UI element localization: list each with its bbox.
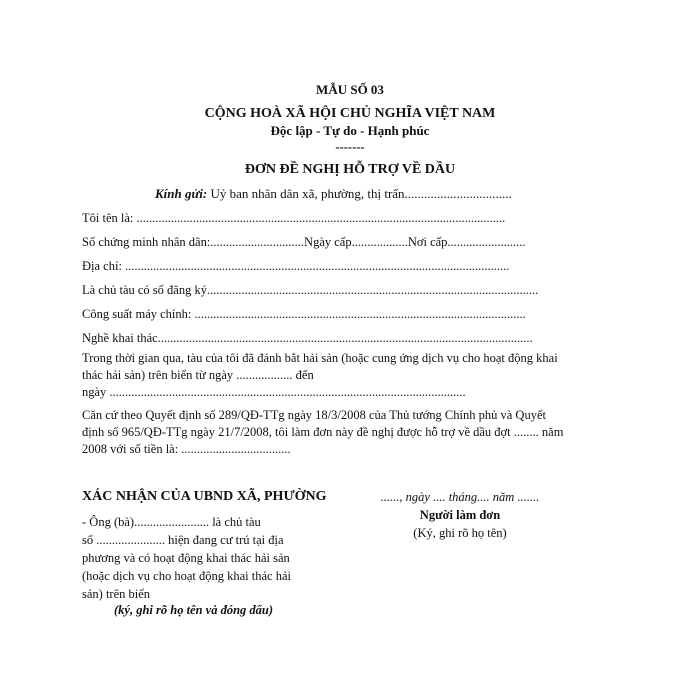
form-number: MẪU SỐ 03 xyxy=(316,82,384,97)
national-motto: Độc lập - Tự do - Hạnh phúc xyxy=(270,123,430,138)
paragraph-legal-basis xyxy=(82,407,622,458)
addressee-label: Kính gửi: xyxy=(155,186,208,201)
confirmation-line: sản) trên biển xyxy=(82,587,151,601)
document-title: ĐƠN ĐỀ NGHỊ HỖ TRỢ VỀ DẦU xyxy=(244,162,456,177)
confirmation-sign-note: (ký, ghi rõ họ tên và đóng dấu) xyxy=(114,603,274,617)
confirmation-line: - Ông (bà)........................ là chủ tàu xyxy=(82,515,261,529)
field-address: Địa chỉ: ........................................................................................................................... xyxy=(82,259,510,273)
paragraph-line: 2008 với số tiền là: ................................... xyxy=(82,442,291,456)
confirmation-line: số ...................... hiện đang cư trú tại địa xyxy=(82,533,284,547)
paragraph-line: Trong thời gian qua, tàu của tôi đã đánh bắt hải sản (hoặc cung ứng dịch vụ cho hoạt động khai xyxy=(82,351,558,365)
confirmation-line: phương và có hoạt động khai thác hải sản xyxy=(82,551,290,565)
confirmation-line: (hoặc dịch vụ cho hoạt động khai thác hải xyxy=(82,569,291,583)
field-id-card: Số chứng minh nhân dân:..............................Ngày cấp..................Nơi cấp......................... xyxy=(82,235,526,249)
header-divider: ------- xyxy=(335,140,365,154)
confirmation-title: XÁC NHẬN CỦA UBND XÃ, PHƯỜNG xyxy=(82,489,327,504)
paragraph-line: định số 965/QĐ-TTg ngày 21/7/2008, tôi làm đơn này đề nghị được hỗ trợ về dầu đợt ........ năm xyxy=(82,425,564,439)
paragraph-line: Căn cứ theo Quyết định số 289/QĐ-TTg ngày 18/3/2008 của Thủ tướng Chính phủ và Quyết xyxy=(82,408,546,422)
field-occupation: Nghề khai thác........................................................................................................................ xyxy=(82,331,533,345)
field-engine-power: Công suất máy chính: .......................................................................................................... xyxy=(82,307,526,321)
field-name: Tôi tên là: ...................................................................................................................... xyxy=(82,211,506,225)
paragraph-line: ngày .................................................................................................................. xyxy=(82,385,466,399)
addressee-line xyxy=(155,186,512,202)
addressee-text: Uỷ ban nhân dân xã, phường, thị trấn................................. xyxy=(207,186,512,201)
confirmation-body xyxy=(82,513,291,603)
country-name: CỘNG HOÀ XÃ HỘI CHỦ NGHĨA VIỆT NAM xyxy=(204,106,496,121)
paragraph-line: thác hải sản) trên biển từ ngày .................. đến xyxy=(82,368,314,382)
applicant-sign-note: (Ký, ghi rõ họ tên) xyxy=(413,526,507,540)
paragraph-fishing-period xyxy=(82,350,622,401)
field-boat-registration: Là chủ tàu có số đăng ký.......................................................................................................... xyxy=(82,283,539,297)
applicant-role: Người làm đơn xyxy=(419,508,501,522)
applicant-date-place: ......, ngày .... tháng.... năm ....... xyxy=(380,490,540,504)
